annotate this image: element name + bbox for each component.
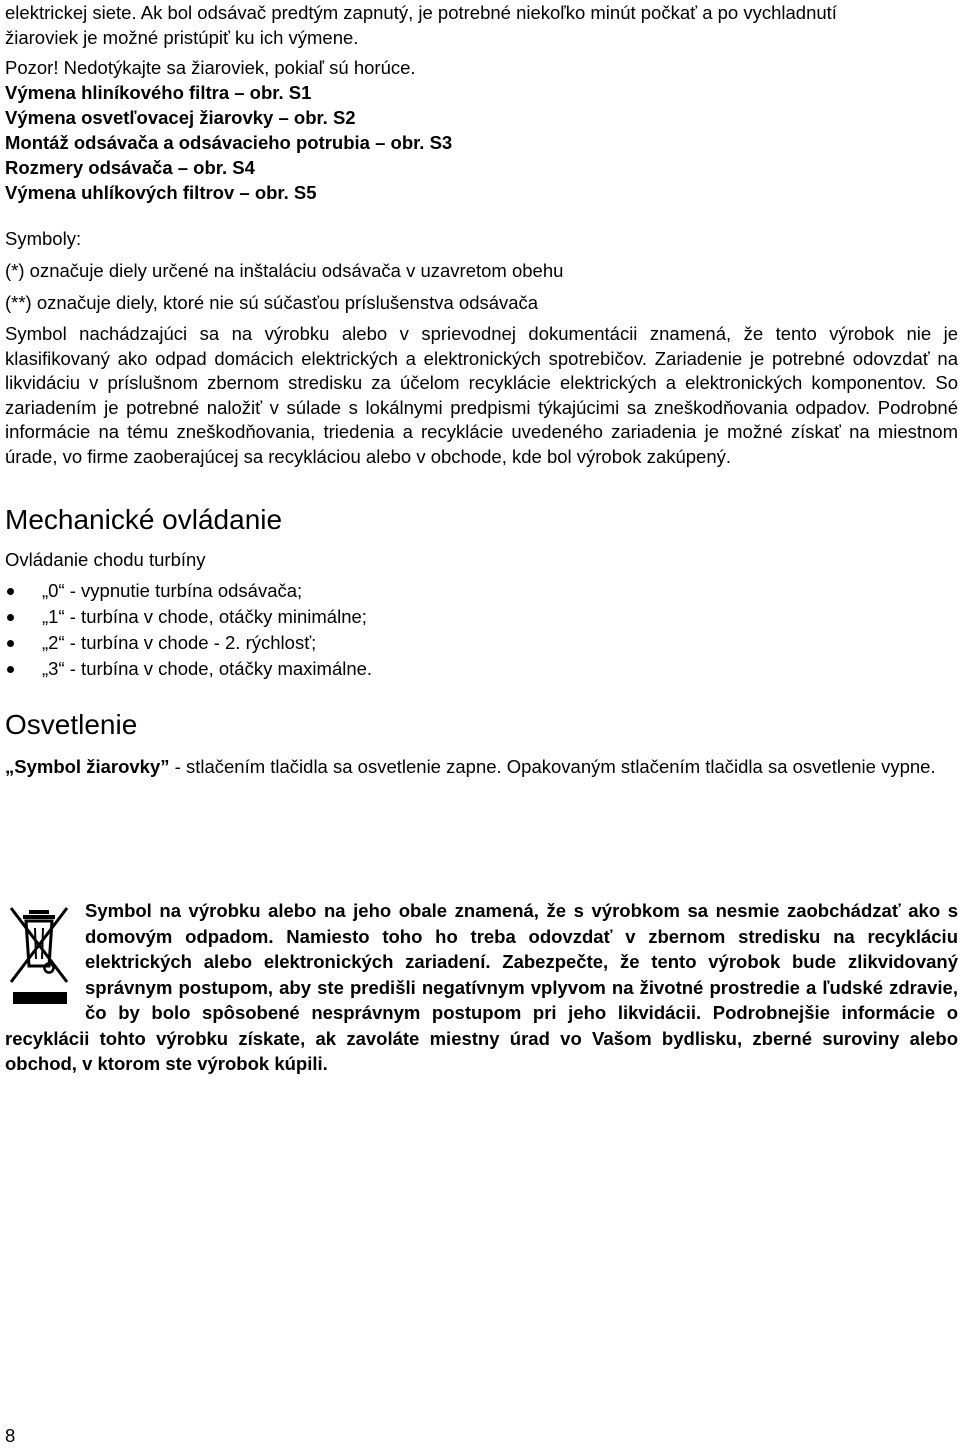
intro-line-2: žiaroviek je možné pristúpiť ku ich výmene.	[5, 27, 359, 48]
symbol-double-star: (**) označuje diely, ktoré nie sú súčasťou príslušenstva odsávača	[5, 292, 539, 313]
figure-ref-s1: Výmena hliníkového filtra – obr. S1	[5, 82, 312, 103]
weee-notice	[5, 898, 958, 1077]
list-item: „0“ - vypnutie turbína odsávača;	[5, 578, 958, 604]
document-page	[5, 0, 958, 780]
hot-bulb-warning: Pozor! Nedotýkajte sa žiaroviek, pokiaľ sú horúce.	[5, 57, 416, 78]
page-number: 8	[5, 1425, 16, 1446]
list-item: „2“ - turbína v chode - 2. rýchlosť;	[5, 630, 958, 656]
bullet-icon	[7, 666, 14, 673]
intro-line-1: elektrickej siete. Ak bol odsávač predtým zapnutý, je potrebné niekoľko minút počkať a po vychladnutí	[5, 2, 837, 23]
bulb-symbol-label: „Symbol žiarovky”	[5, 756, 170, 777]
figure-ref-s2: Výmena osvetľovacej žiarovky – obr. S2	[5, 107, 356, 128]
list-item: „3“ - turbína v chode, otáčky maximálne.	[5, 656, 958, 682]
bullet-icon	[7, 640, 14, 647]
bullet-icon	[7, 588, 14, 595]
mechanical-control-heading: Mechanické ovládanie	[5, 504, 283, 535]
lighting-description: - stlačením tlačidla sa osvetlenie zapne. Opakovaným stlačením tlačidla sa osvetlenie vypne.	[169, 756, 936, 777]
turbine-speed-list	[5, 578, 958, 682]
figure-ref-s5: Výmena uhlíkových filtrov – obr. S5	[5, 182, 317, 203]
weee-paragraph: Symbol na výrobku alebo na jeho obale znamená, že s výrobkom sa nesmie zaobchádzať ako s domovým odpadom. Namiesto toho ho treba odovzdať v zbernom stredisku na recykláciu elektrických alebo elektronických zariadení. Zabezpečte, že tento výrobok bude zlikvidovaný správnym postupom, aby ste predišli negatívnym vplyvom na životné prostredie a ľudské zdravie, čo by bolo spôsobené nesprávnym postupom pri jeho likvidácii. Podrobnejšie informácie o recyklácii tohto výrobku získate, ak zavoláte miestny úrad vo Vašom bydlisku, zberné suroviny alebo obchod, v ktorom ste výrobok kúpili.	[5, 900, 958, 1074]
lighting-paragraph	[5, 755, 958, 780]
disposal-paragraph: Symbol nachádzajúci sa na výrobku alebo v sprievodnej dokumentácii znamená, že tento výrobok nie je klasifikovaný ako odpad domácich elektrických a elektronických spotrebičov. Zariadenie je potrebné odovzdať na likvidáciu v príslušnom zbernom stredisku za účelom recyklácie elektrických a elektronických komponentov. So zariadením je potrebné naložiť v súlade s lokálnymi predpismi týkajúcimi sa zneškodňovania odpadov. Podrobné informácie na tému zneškodňovania, triedenia a recyklácie uvedeného zariadenia je možné získať na miestnom úrade, vo firme zaoberajúcej sa recykláciou alebo v obchode, kde bol výrobok zakúpený.	[5, 323, 958, 467]
figure-ref-s3: Montáž odsávača a odsávacieho potrubia – obr. S3	[5, 132, 453, 153]
crossed-out-wheeled-bin-icon	[9, 906, 71, 1006]
symbol-single-star: (*) označuje diely určené na inštaláciu odsávača v uzavretom obehu	[5, 260, 564, 281]
bullet-icon	[7, 614, 14, 621]
list-item: „1“ - turbína v chode, otáčky minimálne;	[5, 604, 958, 630]
figure-ref-s4: Rozmery odsávača – obr. S4	[5, 157, 255, 178]
symbols-heading: Symboly:	[5, 228, 82, 249]
lighting-heading: Osvetlenie	[5, 709, 138, 740]
figure-reference-list	[5, 80, 958, 205]
turbine-control-subheading: Ovládanie chodu turbíny	[5, 549, 206, 570]
